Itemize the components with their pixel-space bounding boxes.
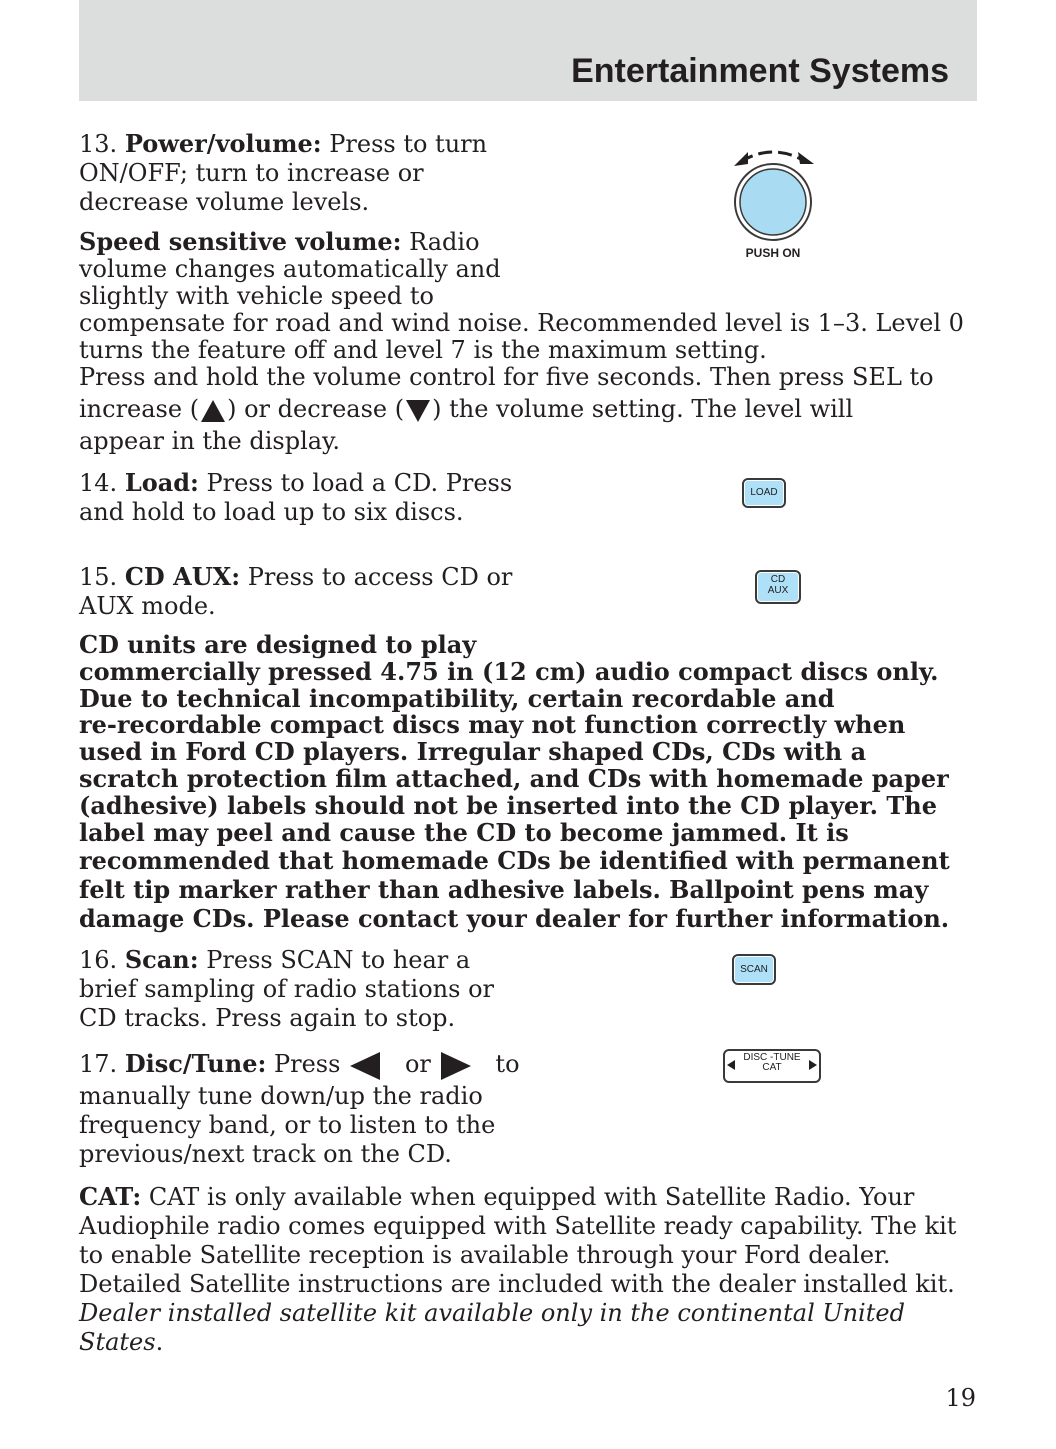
section-title: Entertainment Systems bbox=[571, 52, 949, 90]
load-button[interactable]: LOAD bbox=[742, 478, 786, 508]
seek-right-arrow-icon bbox=[439, 1050, 473, 1082]
disc-tune-left-icon bbox=[727, 1060, 735, 1070]
disc-tune-button[interactable]: DISC -TUNE CAT bbox=[723, 1049, 821, 1083]
item-14-text: 14. Load: Press to load a CD. Press and hold to load up to six discs. bbox=[79, 468, 513, 526]
item-15-text: 15. CD AUX: Press to access CD or AUX mode. bbox=[79, 562, 513, 620]
up-arrow-icon bbox=[199, 398, 227, 424]
cd-aux-button[interactable]: CD AUX bbox=[755, 570, 801, 604]
page-header bbox=[79, 0, 977, 101]
seek-left-arrow-icon bbox=[348, 1050, 382, 1082]
scan-button[interactable]: SCAN bbox=[732, 954, 776, 985]
page-number: 19 bbox=[945, 1384, 976, 1412]
speed-sensitive-volume-text: Speed sensitive volume: Radio volume changes automatically and slightly with vehicle speed to compensate for road and wind noise. Recommended level is 1–3. Level 0 turns the feature off and level 7 is the maximum setting. Press and hold the volume control for five seconds. Then press SEL to increase ( ) or decrease ( ) the volume setting. The level will appear in the display. bbox=[79, 227, 964, 455]
knob-label: PUSH ON bbox=[745, 246, 801, 260]
down-arrow-icon bbox=[404, 398, 432, 424]
cat-text: CAT: CAT is only available when equipped with Satellite Radio. Your Audiophile radio comes equipped with Satellite ready capability. The kit to enable Satellite reception is available through your Ford dealer. Detailed Satellite instructions are included with the dealer installed kit. Dealer installed satellite kit available only in the continental United States. bbox=[79, 1182, 957, 1356]
disc-tune-right-icon bbox=[809, 1060, 817, 1070]
item-13-text: 13. Power/volume: Press to turn ON/OFF; turn to increase or decrease volume levels. bbox=[79, 129, 488, 216]
cd-warning-text: CD units are designed to play commercially pressed 4.75 in (12 cm) audio compact discs only. Due to technical incompatibility, certain recordable and re-recordable compact discs may not function correctly when used in Ford CD players. Irregular shaped CDs, CDs with a scratch protection film attached, and CDs with homemade paper (adhesive) labels should not be inserted into the CD player. The label may peel and cause the CD to become jammed. It is recommended that homemade CDs be identified with permanent felt tip marker rather than adhesive labels. Ballpoint pens may damage CDs. Please contact your dealer for further information. bbox=[79, 630, 950, 934]
item-16-text: 16. Scan: Press SCAN to hear a brief sampling of radio stations or CD tracks. Press again to stop. bbox=[79, 945, 494, 1032]
item-17-text: 17. Disc/Tune: Press or to manually tune down/up the radio frequency band, or to listen to the previous/next track on the CD. bbox=[79, 1049, 520, 1168]
